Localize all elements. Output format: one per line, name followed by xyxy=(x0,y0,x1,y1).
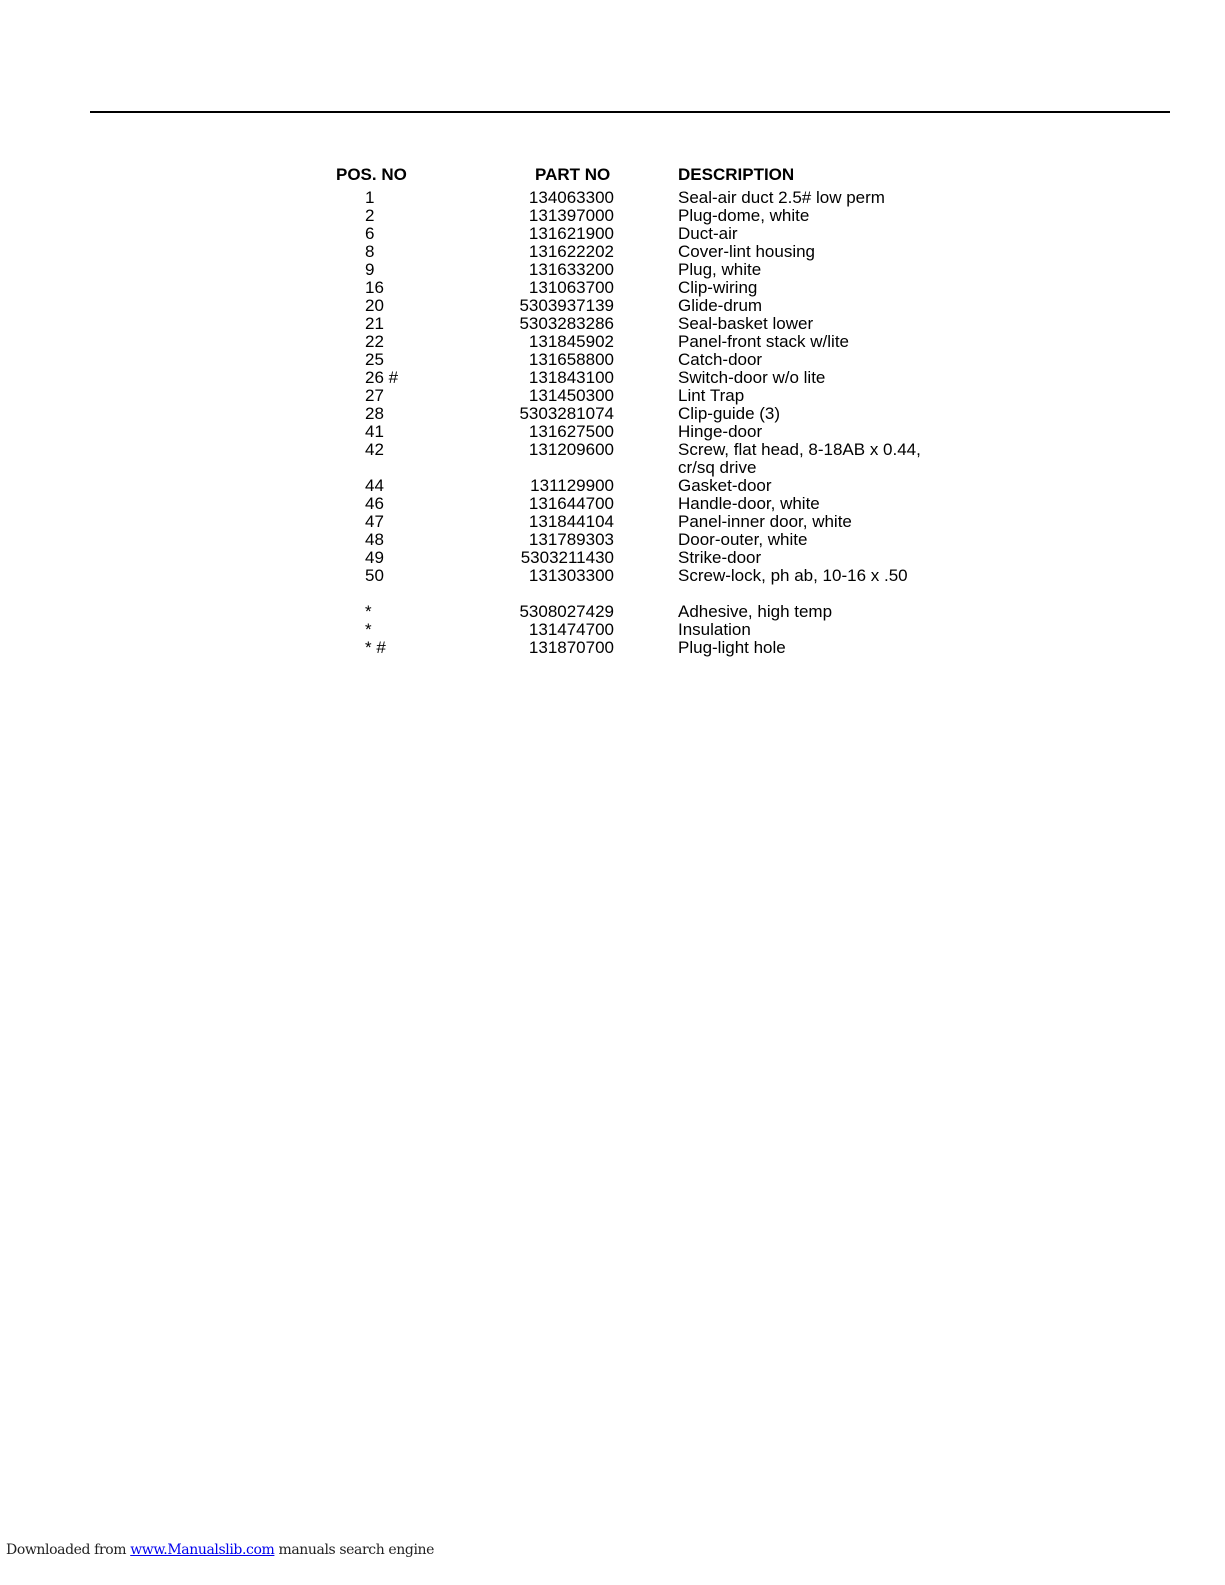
description: Strike-door xyxy=(678,548,762,567)
part-no: 131844104 xyxy=(528,512,614,531)
part-no: 131450300 xyxy=(528,386,614,405)
pos-no: 27 xyxy=(365,386,384,405)
part-no: 131129900 xyxy=(530,476,614,495)
table-row xyxy=(336,315,956,333)
pos-no: 8 xyxy=(365,242,375,261)
table-row xyxy=(336,423,956,441)
description: Panel-inner door, white xyxy=(678,512,852,531)
pos-no: 44 xyxy=(365,476,384,495)
table-row xyxy=(336,351,956,369)
pos-no: 1 xyxy=(365,188,375,207)
table-row xyxy=(336,603,956,621)
part-no: 131474700 xyxy=(528,620,614,639)
header-part-no: PART NO xyxy=(535,165,611,184)
part-no: 5303937139 xyxy=(519,296,614,315)
description: Cover-lint housing xyxy=(678,242,816,261)
description: Insulation xyxy=(678,620,751,639)
description: Screw, flat head, 8-18AB x 0.44, cr/sq drive xyxy=(678,440,921,477)
table-row xyxy=(336,207,956,225)
part-no: 131621900 xyxy=(528,224,614,243)
description: Screw-lock, ph ab, 10-16 x .50 xyxy=(678,566,908,585)
top-rule xyxy=(90,111,1170,113)
pos-no: 22 xyxy=(365,332,384,351)
part-no: 131644700 xyxy=(528,494,614,513)
part-no: 131789303 xyxy=(528,530,614,549)
description: Lint Trap xyxy=(678,386,745,405)
part-no: 131622202 xyxy=(528,242,614,261)
table-row xyxy=(336,189,956,207)
manualslib-link[interactable]: www.Manualslib.com xyxy=(130,1542,275,1558)
table-row xyxy=(336,477,956,495)
pos-no: 16 xyxy=(365,278,384,297)
table-row xyxy=(336,567,956,585)
footer-prefix: Downloaded from xyxy=(6,1542,127,1558)
part-no: 131627500 xyxy=(528,422,614,441)
pos-no: 28 xyxy=(365,404,384,423)
pos-no: 46 xyxy=(365,494,384,513)
table-row xyxy=(336,297,956,315)
table-row xyxy=(336,531,956,549)
table-row xyxy=(336,333,956,351)
table-row xyxy=(336,549,956,567)
description: Gasket-door xyxy=(678,476,772,495)
pos-no: * xyxy=(365,602,372,621)
part-no: 131397000 xyxy=(528,206,614,225)
table-row xyxy=(336,441,956,477)
pos-no: 26 # xyxy=(365,368,399,387)
description: Catch-door xyxy=(678,350,763,369)
description: Switch-door w/o lite xyxy=(678,368,826,387)
pos-no: 42 xyxy=(365,440,384,459)
description: Panel-front stack w/lite xyxy=(678,332,850,351)
table-row xyxy=(336,513,956,531)
table-row xyxy=(336,261,956,279)
part-no: 131209600 xyxy=(528,440,614,459)
part-no: 5303211430 xyxy=(520,548,614,567)
table-row xyxy=(336,225,956,243)
download-footer xyxy=(6,1542,434,1558)
part-no: 5308027429 xyxy=(519,602,614,621)
parts-table xyxy=(336,165,956,657)
description: Door-outer, white xyxy=(678,530,808,549)
pos-no: 41 xyxy=(365,422,384,441)
pos-no: 20 xyxy=(365,296,384,315)
pos-no: 2 xyxy=(365,206,375,225)
table-row xyxy=(336,621,956,639)
header-description: DESCRIPTION xyxy=(678,165,795,184)
description: Glide-drum xyxy=(678,296,763,315)
table-row xyxy=(336,495,956,513)
part-no: 131633200 xyxy=(528,260,614,279)
table-row xyxy=(336,243,956,261)
description: Seal-air duct 2.5# low perm xyxy=(678,188,885,207)
part-no: 131658800 xyxy=(528,350,614,369)
pos-no: 6 xyxy=(365,224,375,243)
part-no: 131063700 xyxy=(528,278,614,297)
description: Plug-dome, white xyxy=(678,206,810,225)
part-no: 131870700 xyxy=(528,638,614,657)
part-no: 131843100 xyxy=(528,368,614,387)
table-row xyxy=(336,387,956,405)
description: Seal-basket lower xyxy=(678,314,814,333)
pos-no: 9 xyxy=(365,260,375,279)
description: Plug, white xyxy=(678,260,762,279)
description: Duct-air xyxy=(678,224,738,243)
pos-no: 25 xyxy=(365,350,384,369)
pos-no: 48 xyxy=(365,530,384,549)
description: Handle-door, white xyxy=(678,494,820,513)
table-header xyxy=(336,165,956,185)
table-row xyxy=(336,369,956,387)
description: Plug-light hole xyxy=(678,638,786,657)
part-no: 5303281074 xyxy=(519,404,614,423)
pos-no: 47 xyxy=(365,512,384,531)
description: Clip-guide (3) xyxy=(678,404,781,423)
footer-suffix: manuals search engine xyxy=(278,1542,435,1558)
part-no: 131303300 xyxy=(528,566,614,585)
part-no: 134063300 xyxy=(528,188,614,207)
part-no: 5303283286 xyxy=(519,314,614,333)
description: Clip-wiring xyxy=(678,278,758,297)
description: Adhesive, high temp xyxy=(678,602,833,621)
pos-no: 49 xyxy=(365,548,384,567)
row-spacer xyxy=(336,585,956,603)
header-pos-no: POS. NO xyxy=(336,165,407,184)
pos-no: * xyxy=(365,620,372,639)
description: Hinge-door xyxy=(678,422,763,441)
table-row xyxy=(336,279,956,297)
table-row xyxy=(336,639,956,657)
pos-no: 21 xyxy=(365,314,384,333)
table-row xyxy=(336,405,956,423)
part-no: 131845902 xyxy=(528,332,614,351)
pos-no: * # xyxy=(365,638,386,657)
pos-no: 50 xyxy=(365,566,384,585)
